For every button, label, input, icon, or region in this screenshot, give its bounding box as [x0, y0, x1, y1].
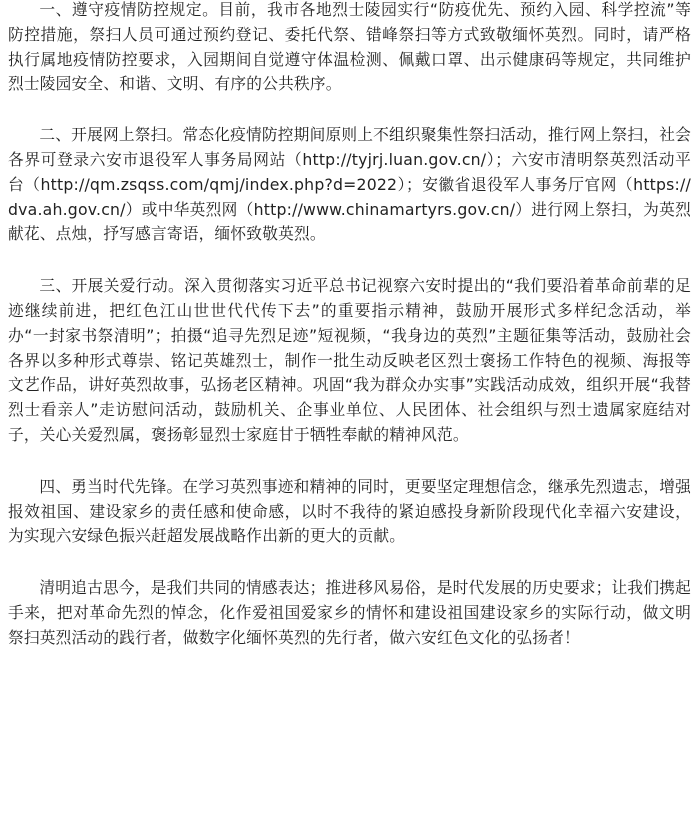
online-memorial-sep-1: ）；六安市清明祭英烈活动平台（ [8, 149, 691, 194]
online-memorial-outro: ）进行网上祭扫，为英烈献花、点烛，抒写感言寄语，缅怀致敬英烈。 [8, 199, 692, 244]
link-qm-platform[interactable]: http://qm.zsqss.com/qmj/index.php?d=2022 [40, 174, 398, 194]
link-chinamartyrs[interactable]: http://www.chinamartyrs.gov.cn/ [253, 199, 516, 219]
paragraph-online-memorial [8, 123, 691, 247]
online-memorial-sep-3: ）或中华英烈网（ [125, 199, 254, 219]
online-memorial-intro: 二、开展网上祭扫。常态化疫情防控期间原则上不组织聚集性祭扫活动，推行网上祭扫，社会各界可登录六安市退役军人事务局网站（ [8, 125, 691, 169]
online-memorial-sep-2: ）；安徽省退役军人事务厅官网（ [397, 174, 634, 194]
link-tyjrj-luan[interactable]: http://tyjrj.luan.gov.cn/ [302, 149, 487, 169]
link-dva-ah[interactable]: https://dva.ah.gov.cn/ [8, 174, 692, 219]
paragraph-care-actions: 三、开展关爱行动。深入贯彻落实习近平总书记视察六安时提出的“我们要沿着革命前辈的足迹继续前进，把红色江山世世代代传下去”的重要指示精神，鼓励开展形式多样纪念活动，举办“一封家书祭清明”；拍摄“追寻先烈足迹”短视频，“我身边的英烈”主题征集等活动，鼓励社会各界以多种形式尊崇、铭记英雄烈士，制作一批生动反映老区烈士褒扬工作特色的视频、海报等文艺作品，讲好英烈故事，弘扬老区精神。巩固“我为群众办实事”实践活动成效，组织开展“我替烈士看亲人”走访慰问活动，鼓励机关、企事业单位、人民团体、社会组织与烈士遗属家庭结对子，关心关爱烈属，褒扬彰显烈士家庭甘于牺牲奉献的精神风范。 [8, 276, 691, 444]
paragraph-epidemic-rules: 一、遵守疫情防控规定。目前，我市各地烈士陵园实行“防疫优先、预约入园、科学控流”等防控措施，祭扫人员可通过预约登记、委托代祭、错峰祭扫等方式致敬缅怀英烈。同时，请严格执行属地疫情防控要求，入园期间自觉遵守体温检测、佩戴口罩、出示健康码等规定，共同维护烈士陵园安全、和谐、文明、有序的公共秩序。 [8, 0, 691, 94]
paragraph-closing: 清明追古思今，是我们共同的情感表达；推进移风易俗，是时代发展的历史要求；让我们携起手来，把对革命先烈的悼念，化作爱祖国爱家乡的情怀和建设祖国建设家乡的实际行动，做文明祭扫英烈活动的践行者，做数字化缅怀英烈的先行者，做六安红色文化的弘扬者！ [8, 578, 691, 647]
paragraph-era-pioneer: 四、勇当时代先锋。在学习英烈事迹和精神的同时，更要坚定理想信念，继承先烈遗志，增强报效祖国、建设家乡的责任感和使命感，以时不我待的紧迫感投身新阶段现代化幸福六安建设，为实现六安绿色振兴赶超发展战略作出新的更大的贡献。 [8, 476, 691, 546]
